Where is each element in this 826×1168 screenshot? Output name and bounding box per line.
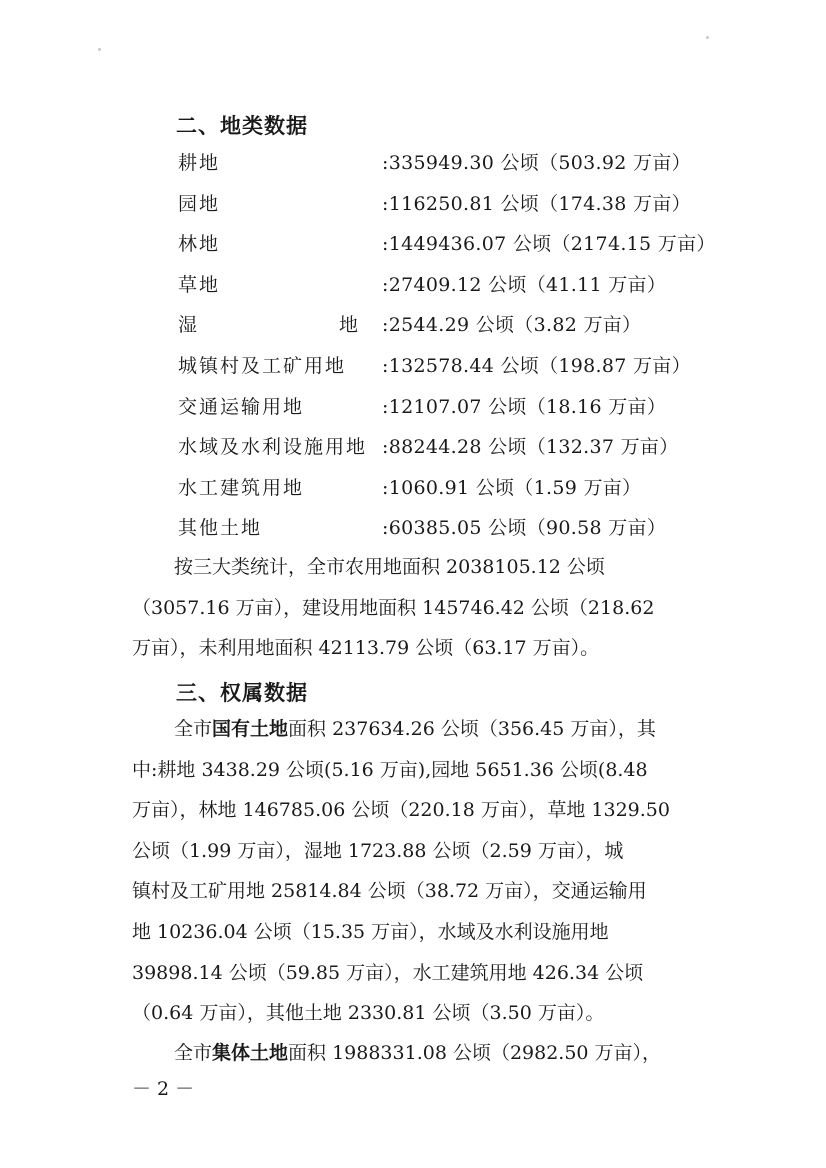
land-type-name: 林地 <box>178 233 221 256</box>
paragraph-line: 万亩），林地 146785.06 公顷（220.18 万亩），草地 1329.50 <box>132 799 670 822</box>
collective-land-term: 集体土地 <box>212 1042 289 1064</box>
land-type-value: :116250.81 公顷（174.38 万亩） <box>382 192 691 215</box>
summary-line: 万亩），未利用地面积 42113.79 公顷（63.17 万亩）。 <box>132 637 600 660</box>
page-number: － 2 － <box>132 1078 195 1100</box>
land-type-name: 园地 <box>178 192 221 215</box>
scan-speck <box>706 36 709 39</box>
paragraph-line: 中:耕地 3438.29 公顷(5.16 万亩),园地 5651.36 公顷(8.48 <box>132 758 648 781</box>
land-type-name: 交通运输用地 <box>178 395 305 418</box>
land-type-value: :60385.05 公顷（90.58 万亩） <box>382 517 667 540</box>
summary-paragraph <box>132 547 706 669</box>
paragraph-line: 公顷（1.99 万亩），湿地 1723.88 公顷（2.59 万亩），城 <box>132 839 624 862</box>
state-owned-paragraph <box>132 709 706 1034</box>
land-type-value: :88244.28 公顷（132.37 万亩） <box>382 436 679 459</box>
land-type-value: :132578.44 公顷（198.87 万亩） <box>382 355 691 377</box>
paragraph-line: 地 10236.04 公顷（15.35 万亩），水域及水利设施用地 <box>132 920 609 943</box>
land-type-name: 水域及水利设施用地 <box>178 436 368 459</box>
land-type-name: 耕地 <box>178 152 221 174</box>
state-owned-land-term: 国有土地 <box>212 718 289 740</box>
land-type-value: :27409.12 公顷（41.11 万亩） <box>382 273 667 296</box>
land-type-value: :2544.29 公顷（3.82 万亩） <box>382 314 642 337</box>
paragraph-line: 39898.14 公顷（59.85 万亩），水工建筑用地 426.34 公顷 <box>132 961 644 984</box>
land-type-name: 水工建筑用地 <box>178 476 305 499</box>
paragraph-line: 全市国有土地面积 237634.26 公顷（356.45 万亩），其 <box>174 718 656 740</box>
paragraph-line: （0.64 万亩），其他土地 2330.81 公顷（3.50 万亩）。 <box>132 1002 605 1025</box>
land-type-name: 草地 <box>178 273 221 296</box>
section-2-heading: 二、地类数据 <box>176 114 308 138</box>
land-type-name: 湿 地 <box>178 314 358 337</box>
land-type-name: 城镇村及工矿用地 <box>178 355 347 377</box>
land-type-value: :12107.07 公顷（18.16 万亩） <box>382 395 667 418</box>
land-type-value: :335949.30 公顷（503.92 万亩） <box>382 152 691 174</box>
summary-line: 按三大类统计，全市农用地面积 2038105.12 公顷 <box>174 556 605 578</box>
collective-paragraph <box>132 1033 706 1074</box>
summary-line: （3057.16 万亩），建设用地面积 145746.42 公顷（218.62 <box>132 596 655 619</box>
land-type-name: 其他土地 <box>178 517 263 540</box>
paragraph-line: 镇村及工矿用地 25814.84 公顷（38.72 万亩），交通运输用 <box>132 880 647 903</box>
section-3-heading: 三、权属数据 <box>176 681 308 705</box>
land-type-value: :1449436.07 公顷（2174.15 万亩） <box>382 233 716 256</box>
paragraph-line: 全市 集体土地 面积 1988331.08 公顷（2982.50 万亩）， <box>132 1033 706 1074</box>
land-type-value: :1060.91 公顷（1.59 万亩） <box>382 476 642 499</box>
scan-speck <box>98 48 101 51</box>
